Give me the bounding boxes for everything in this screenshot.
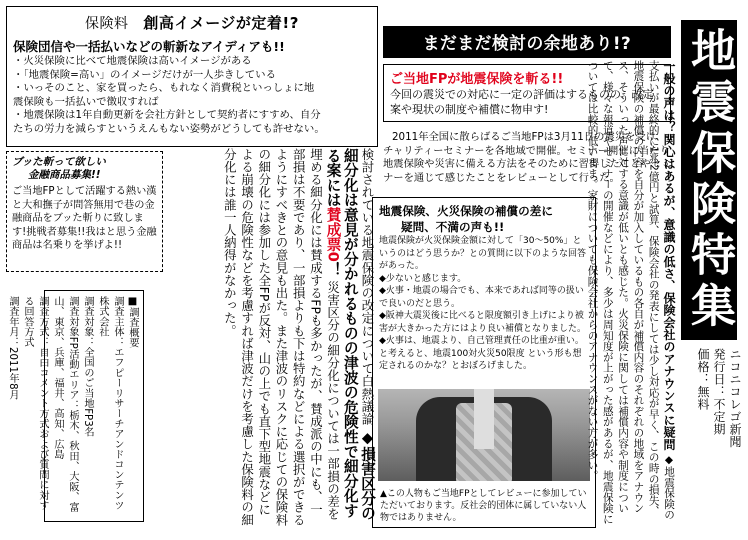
seminar-paragraph: 2011年全国に散らばるご当地FPは3月11日の震災を受け、チャリティーセミナーを各地域で開催。セミナー開催に当たり地震保険や災害に備える方法をそのために習得したことやセミナーを通じて感じたことをレビューとして行った。 <box>383 131 672 184</box>
premium-article-body <box>13 55 371 137</box>
coverage-gap-title <box>379 203 589 235</box>
survey-outline-title: ■調査概要 <box>127 296 138 348</box>
coverage-gap-paragraph: ◆火事・地震の場合でも、本来であれば同等の扱いで良いのだと思う。 <box>379 286 584 309</box>
price: 価格：無料 <box>696 348 710 411</box>
article-body: 災害区分の細分化については一部損の差を埋める細分化には賛成するFPも多かったが、賛成派の中にも、一部損は不要であり、一部損よりも下は特約などによる選択ができるようにすべきとの意見も出た。また津波のリスクに応じての保険料の細分化には参加した全FPが反対、山の上でも直下型地震などによる崩壊の危険性などを考慮すれば津波だけを考慮した保険料の細分化には誰一人納得がなかった。 <box>222 148 341 526</box>
premium-article-box <box>6 6 378 147</box>
premium-article-subtitle: 保険団信や一括払いなどの斬新なアイディアも!! <box>13 39 285 54</box>
public-voice-column <box>586 60 676 526</box>
survey-outline-line: 調査対象FP活動エリア：栃木、秋田、大阪、富山、東京、兵庫、福井、高知、広島 <box>52 296 78 513</box>
coverage-gap-paragraph: ◆少ないと感じます。 <box>379 273 467 284</box>
premium-line: ・いっそのこと、家を買ったら、もれなく消費税といっしょに地 <box>13 82 315 95</box>
premium-title-prefix: 保険料 <box>85 16 129 32</box>
photo-caption: ▲この人物もご当地FPとしてレビューに参加していただいております。反社会的団体に属していない人物ではありません。 <box>380 489 587 523</box>
wanted-products-box <box>6 151 163 272</box>
coverage-gap-paragraph: ◆阪神大震災後に比べると限度額引き上げにより被害が大きかった方にはより良い補償となりました。 <box>379 311 587 334</box>
banner-headline: まだまだ検討の余地あり!? <box>383 26 671 58</box>
premium-title-main: 創高イメージが定着!? <box>143 14 299 32</box>
masthead-title: 地震保険特集 <box>683 27 736 333</box>
survey-outline-line: 調査主体：エフピーリサーチアンドコンテンツ株式会社 <box>97 296 123 511</box>
premium-line: ・火災保険に比べて地震保険は高いイメージがある <box>13 55 252 67</box>
premium-line: 震保険も一括払いで徴収すれば <box>13 95 159 108</box>
survey-outline-box <box>7 290 144 522</box>
article-lead: 検討されている地震保険の改定について白熱議論 <box>360 148 375 426</box>
coverage-gap-body <box>379 235 589 373</box>
revision-debate-article <box>168 148 376 528</box>
premium-line: たちの労力を減らすというえんもない姿勢がどうしても許せない。 <box>13 122 325 135</box>
survey-outline-line: 調査対象：全国のご当地FP3名 <box>82 296 93 437</box>
wanted-title-line: 金融商品募集!! <box>28 169 101 181</box>
coverage-gap-paragraph: 地震保険が火災保険金額に対して「30〜50%」というのはどう思うか？との質問に以下のような回答があった。 <box>379 236 587 271</box>
premium-article-title <box>13 12 371 33</box>
wanted-title <box>12 156 157 182</box>
public-voice-question: 一般の声は？関心はあるが、意識の低さ、保険会社のアナウンスに疑問 <box>662 60 676 451</box>
wanted-title-line: ブッた斬って欲しい <box>12 156 106 168</box>
article-headline-end: ！ <box>324 261 342 277</box>
fp-cuts-body: 今回の震災での対応に一定の評価はするものの、改定案や現状の制度や補償に物申す! <box>390 88 654 116</box>
masthead-title-box <box>681 20 737 340</box>
publication-info <box>687 348 743 528</box>
fp-cuts-title: ご当地FPが地震保険を斬る!! <box>390 72 564 87</box>
publish-frequency: 発行日：不定期 <box>712 348 726 436</box>
premium-line: ・「地震保険=高い」のイメージだけが一人歩きしている <box>13 68 276 81</box>
survey-outline-line: 調査年月：2011年8月 <box>7 296 18 400</box>
article-headline-text: ◆損害区分の細分化は意見が分かれるものの津波の危険性で細分化する案には <box>324 148 376 521</box>
article-headline-red: 賛成票0 <box>324 207 342 262</box>
fp-person-photo <box>378 389 590 481</box>
publisher-name: ニコニコレゴ新聞 <box>728 348 742 448</box>
coverage-gap-title-line: 疑問、不満の声も!! <box>401 220 505 234</box>
premium-line: ・地震保険は1年自動更新を会社方針として契約者にすすめ、自分 <box>13 109 321 122</box>
coverage-gap-paragraph: ◆火事は、地震より、自己管理責任の比重が重い。と考えると、地震100対火災50限度 という形も想定されるのかな？とおぼろげました。 <box>379 336 584 371</box>
photo-shirt <box>474 389 494 449</box>
public-voice-body: ◆地震保険の支払いが最終的に1兆2億円と試算、保険会社の発表にしては少し対応が早く、この時の損失、地震保険の補償の内容を自分が加入しているもの各自が補償内容のそれぞれの地域をアナウンス、そういった声に対する意識が低いとも感じた。火災保険に関しては補償内容や制度について、様々な報道やセミナーの開催などにより、多少は周知度が上がった感があるが、地震保険については比較的低いまま。家財についても保険会社からのアナウンスがない方が多い。 <box>586 60 675 525</box>
survey-outline-line: 調査方式：自由コメント方式および質問に対する回答方式 <box>22 296 48 511</box>
coverage-gap-title-line: 地震保険、火災保険の補償の差に <box>379 204 553 218</box>
wanted-body: ご当地FPとして活躍する熱い漢と大和撫子が問答無用で巷の金融商品をブッた斬りに致します!挑戦者募集!!我はと思う金融商品は名乗りを挙げよ!! <box>12 186 157 251</box>
